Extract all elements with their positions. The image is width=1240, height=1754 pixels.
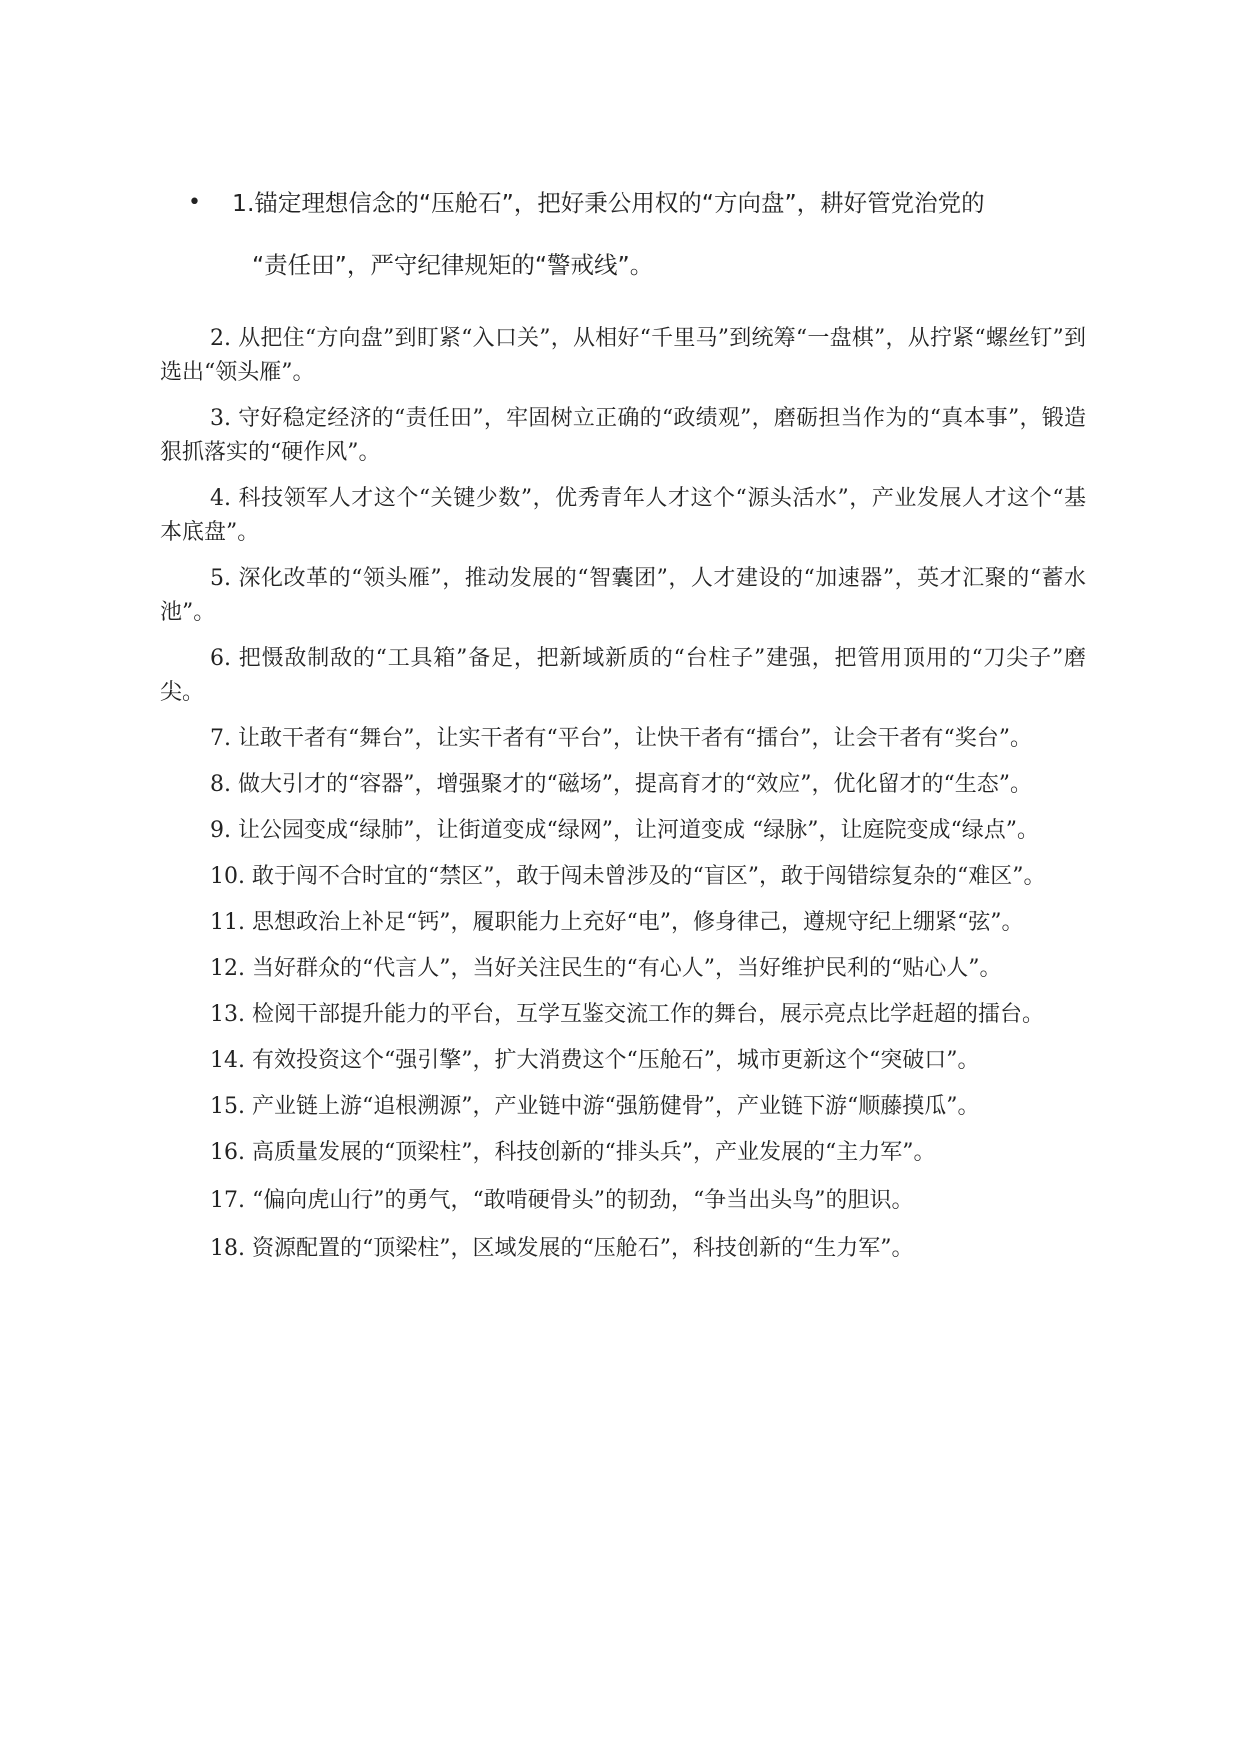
bullet-text-line-2: “责任田”，严守纪律规矩的“警戒线”。 [252,251,654,279]
bullet-text-line-1: 1.锚定理想信念的“压舱石”，把好秉公用权的“方向盘”，耕好管党治党的 [232,189,985,217]
paragraph-item: 14. 有效投资这个“强引擎”，扩大消费这个“压舱石”，城市更新这个“突破口”。 [210,1048,980,1073]
paragraph-item: 6. 把慑敌制敌的“工具箱”备足，把新域新质的“台柱子”建强，把管用顶用的“刀尖子”磨尖。 [160,646,1086,705]
paragraph-item: 16. 高质量发展的“顶梁柱”，科技创新的“排头兵”，产业发展的“主力军”。 [210,1140,936,1165]
paragraph-item: 4. 科技领军人才这个“关键少数”，优秀青年人才这个“源头活水”，产业发展人才这个“基本底盘”。 [160,486,1086,545]
paragraph-item: 10. 敢于闯不合时宜的“禁区”，敢于闯未曾涉及的“盲区”，敢于闯错综复杂的“难区”。 [210,864,1046,889]
paragraph-item: 2. 从把住“方向盘”到盯紧“入口关”，从相好“千里马”到统筹“一盘棋”，从拧紧“螺丝钉”到选出“领头雁”。 [160,326,1086,385]
paragraph-item: 17. “偏向虎山行”的勇气，“敢啃硬骨头”的韧劲，“争当出头鸟”的胆识。 [210,1188,914,1213]
paragraph-item: 12. 当好群众的“代言人”，当好关注民生的“有心人”，当好维护民利的“贴心人”。 [210,956,1002,981]
bullet-list-item [188,172,1096,296]
paragraph-item: 3. 守好稳定经济的“责任田”，牢固树立正确的“政绩观”，磨砺担当作为的“真本事”，锻造狠抓落实的“硬作风”。 [160,406,1086,465]
paragraph-item: 5. 深化改革的“领头雁”，推动发展的“智囊团”，人才建设的“加速器”，英才汇聚的“蓄水池”。 [160,566,1086,625]
paragraph-item: 7. 让敢干者有“舞台”，让实干者有“平台”，让快干者有“擂台”，让会干者有“奖台”。 [210,726,1032,751]
paragraph-item: 15. 产业链上游“追根溯源”，产业链中游“强筋健骨”，产业链下游“顺藤摸瓜”。 [210,1094,980,1119]
paragraph-item: 13. 检阅干部提升能力的平台，互学互鉴交流工作的舞台，展示亮点比学赶超的擂台。 [210,1002,1044,1027]
paragraph-item: 9. 让公园变成“绿肺”，让街道变成“绿网”，让河道变成 “绿脉”，让庭院变成“绿点”。 [210,818,1039,843]
paragraph-item: 11. 思想政治上补足“钙”，履职能力上充好“电”，修身律己，遵规守纪上绷紧“弦”。 [210,910,1024,935]
bullet-marker: • [188,190,201,215]
paragraph-item: 8. 做大引才的“容器”，增强聚才的“磁场”，提高育才的“效应”，优化留才的“生态”。 [210,772,1032,797]
numbered-paragraphs [160,322,1086,1280]
paragraph-item: 18. 资源配置的“顶梁柱”，区域发展的“压舱石”，科技创新的“生力军”。 [210,1236,914,1261]
